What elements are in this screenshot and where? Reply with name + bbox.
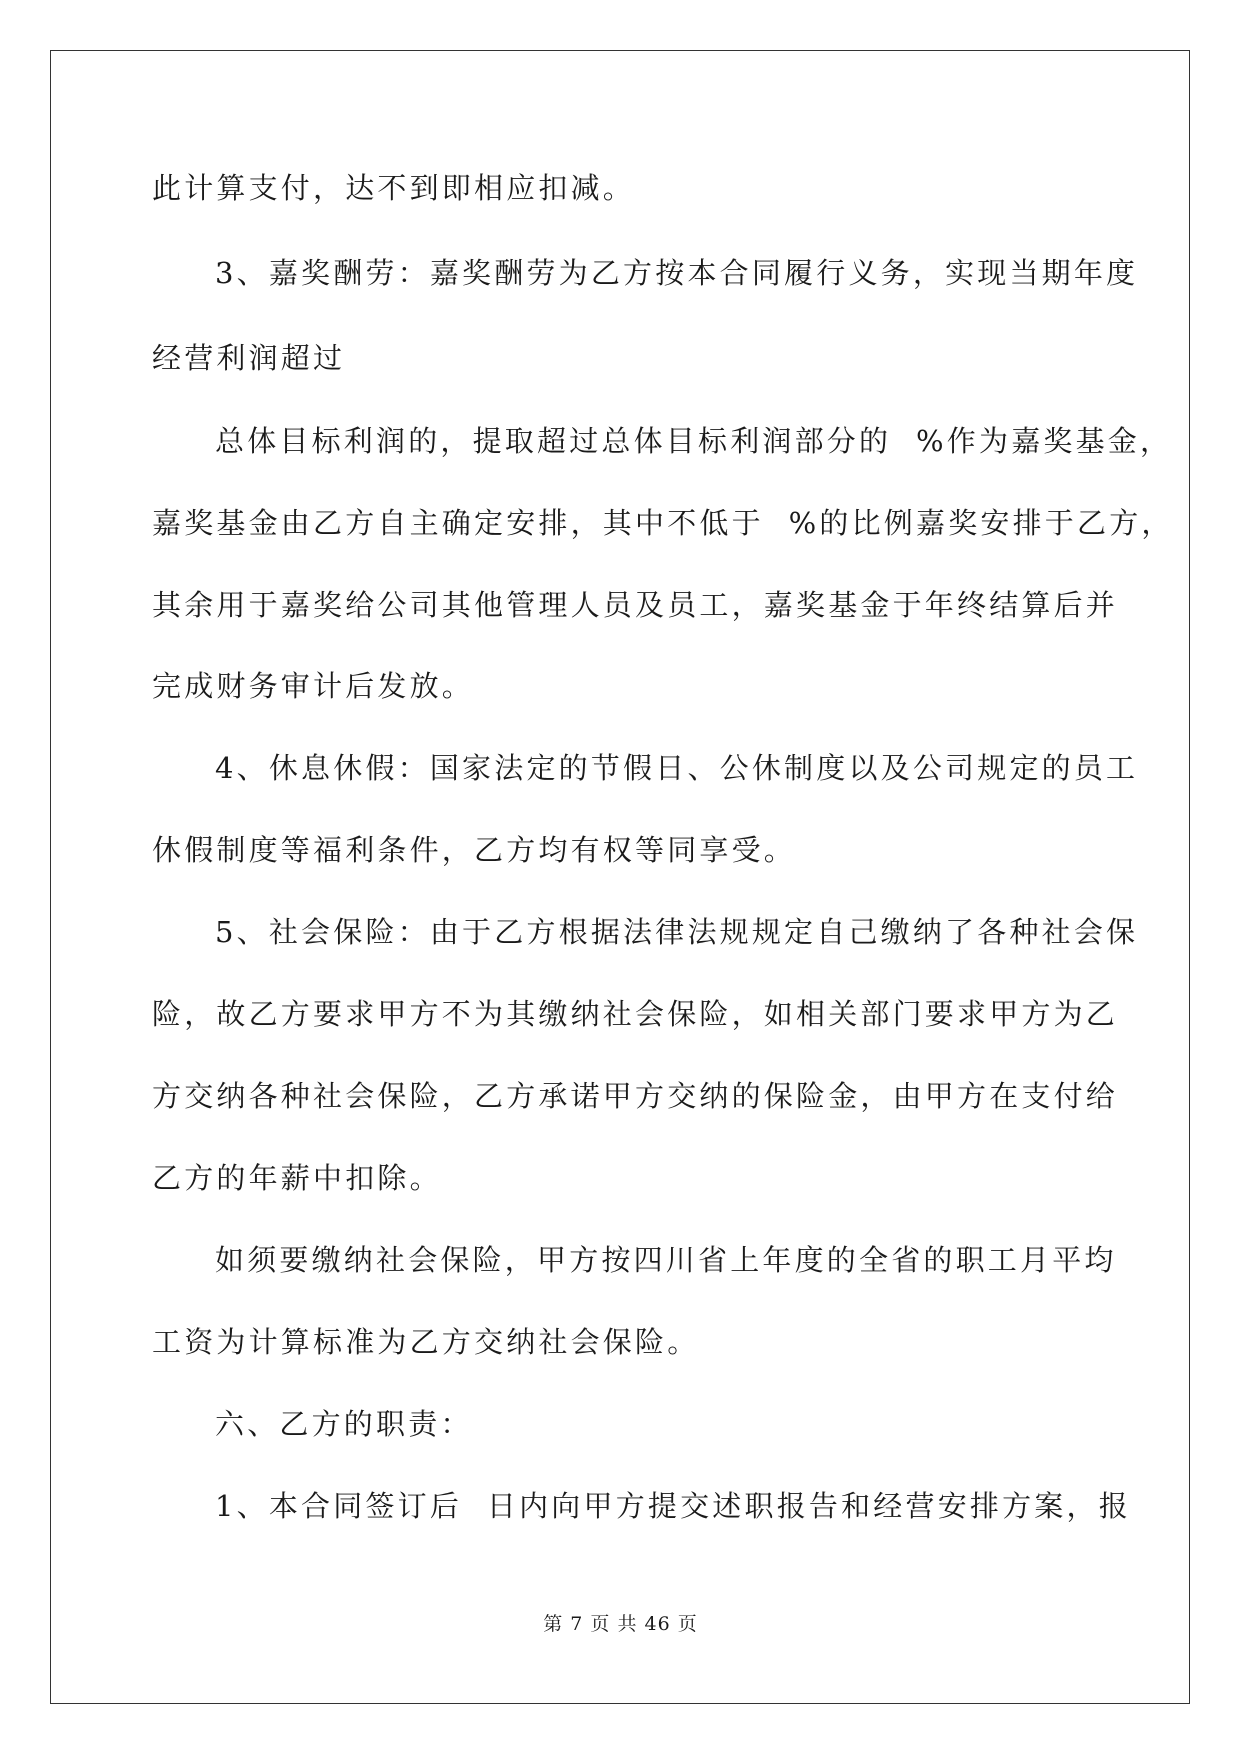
text-line: 1、本合同签订后 日内向甲方提交述职报告和经营安排方案，报 <box>215 1489 1131 1523</box>
text-line: 完成财务审计后发放。 <box>152 669 475 703</box>
text-line: 其余用于嘉奖给公司其他管理人员及员工，嘉奖基金于年终结算后并 <box>152 588 1119 622</box>
text-line: 总体目标利润的，提取超过总体目标利润部分的 %作为嘉奖基金， <box>215 424 1173 458</box>
text-line: 如须要缴纳社会保险，甲方按四川省上年度的全省的职工月平均 <box>215 1243 1117 1277</box>
text-line: 休假制度等福利条件，乙方均有权等同享受。 <box>152 833 797 867</box>
page-border <box>50 50 1190 1704</box>
text-line: 六、乙方的职责： <box>215 1407 473 1441</box>
text-line: 3、嘉奖酬劳：嘉奖酬劳为乙方按本合同履行义务，实现当期年度 <box>215 256 1139 290</box>
text-line: 工资为计算标准为乙方交纳社会保险。 <box>152 1325 700 1359</box>
text-line: 嘉奖基金由乙方自主确定安排，其中不低于 %的比例嘉奖安排于乙方， <box>152 506 1174 540</box>
text-line: 乙方的年薪中扣除。 <box>152 1161 442 1195</box>
text-line: 此计算支付，达不到即相应扣减。 <box>152 171 636 205</box>
text-line: 5、社会保险：由于乙方根据法律法规规定自己缴纳了各种社会保 <box>215 915 1139 949</box>
text-line: 方交纳各种社会保险，乙方承诺甲方交纳的保险金，由甲方在支付给 <box>152 1079 1119 1113</box>
page-number-footer: 第 7 页 共 46 页 <box>543 1613 698 1635</box>
text-line: 险，故乙方要求甲方不为其缴纳社会保险，如相关部门要求甲方为乙 <box>152 997 1119 1031</box>
text-line: 4、休息休假：国家法定的节假日、公休制度以及公司规定的员工 <box>215 751 1139 785</box>
text-line: 经营利润超过 <box>152 341 346 375</box>
